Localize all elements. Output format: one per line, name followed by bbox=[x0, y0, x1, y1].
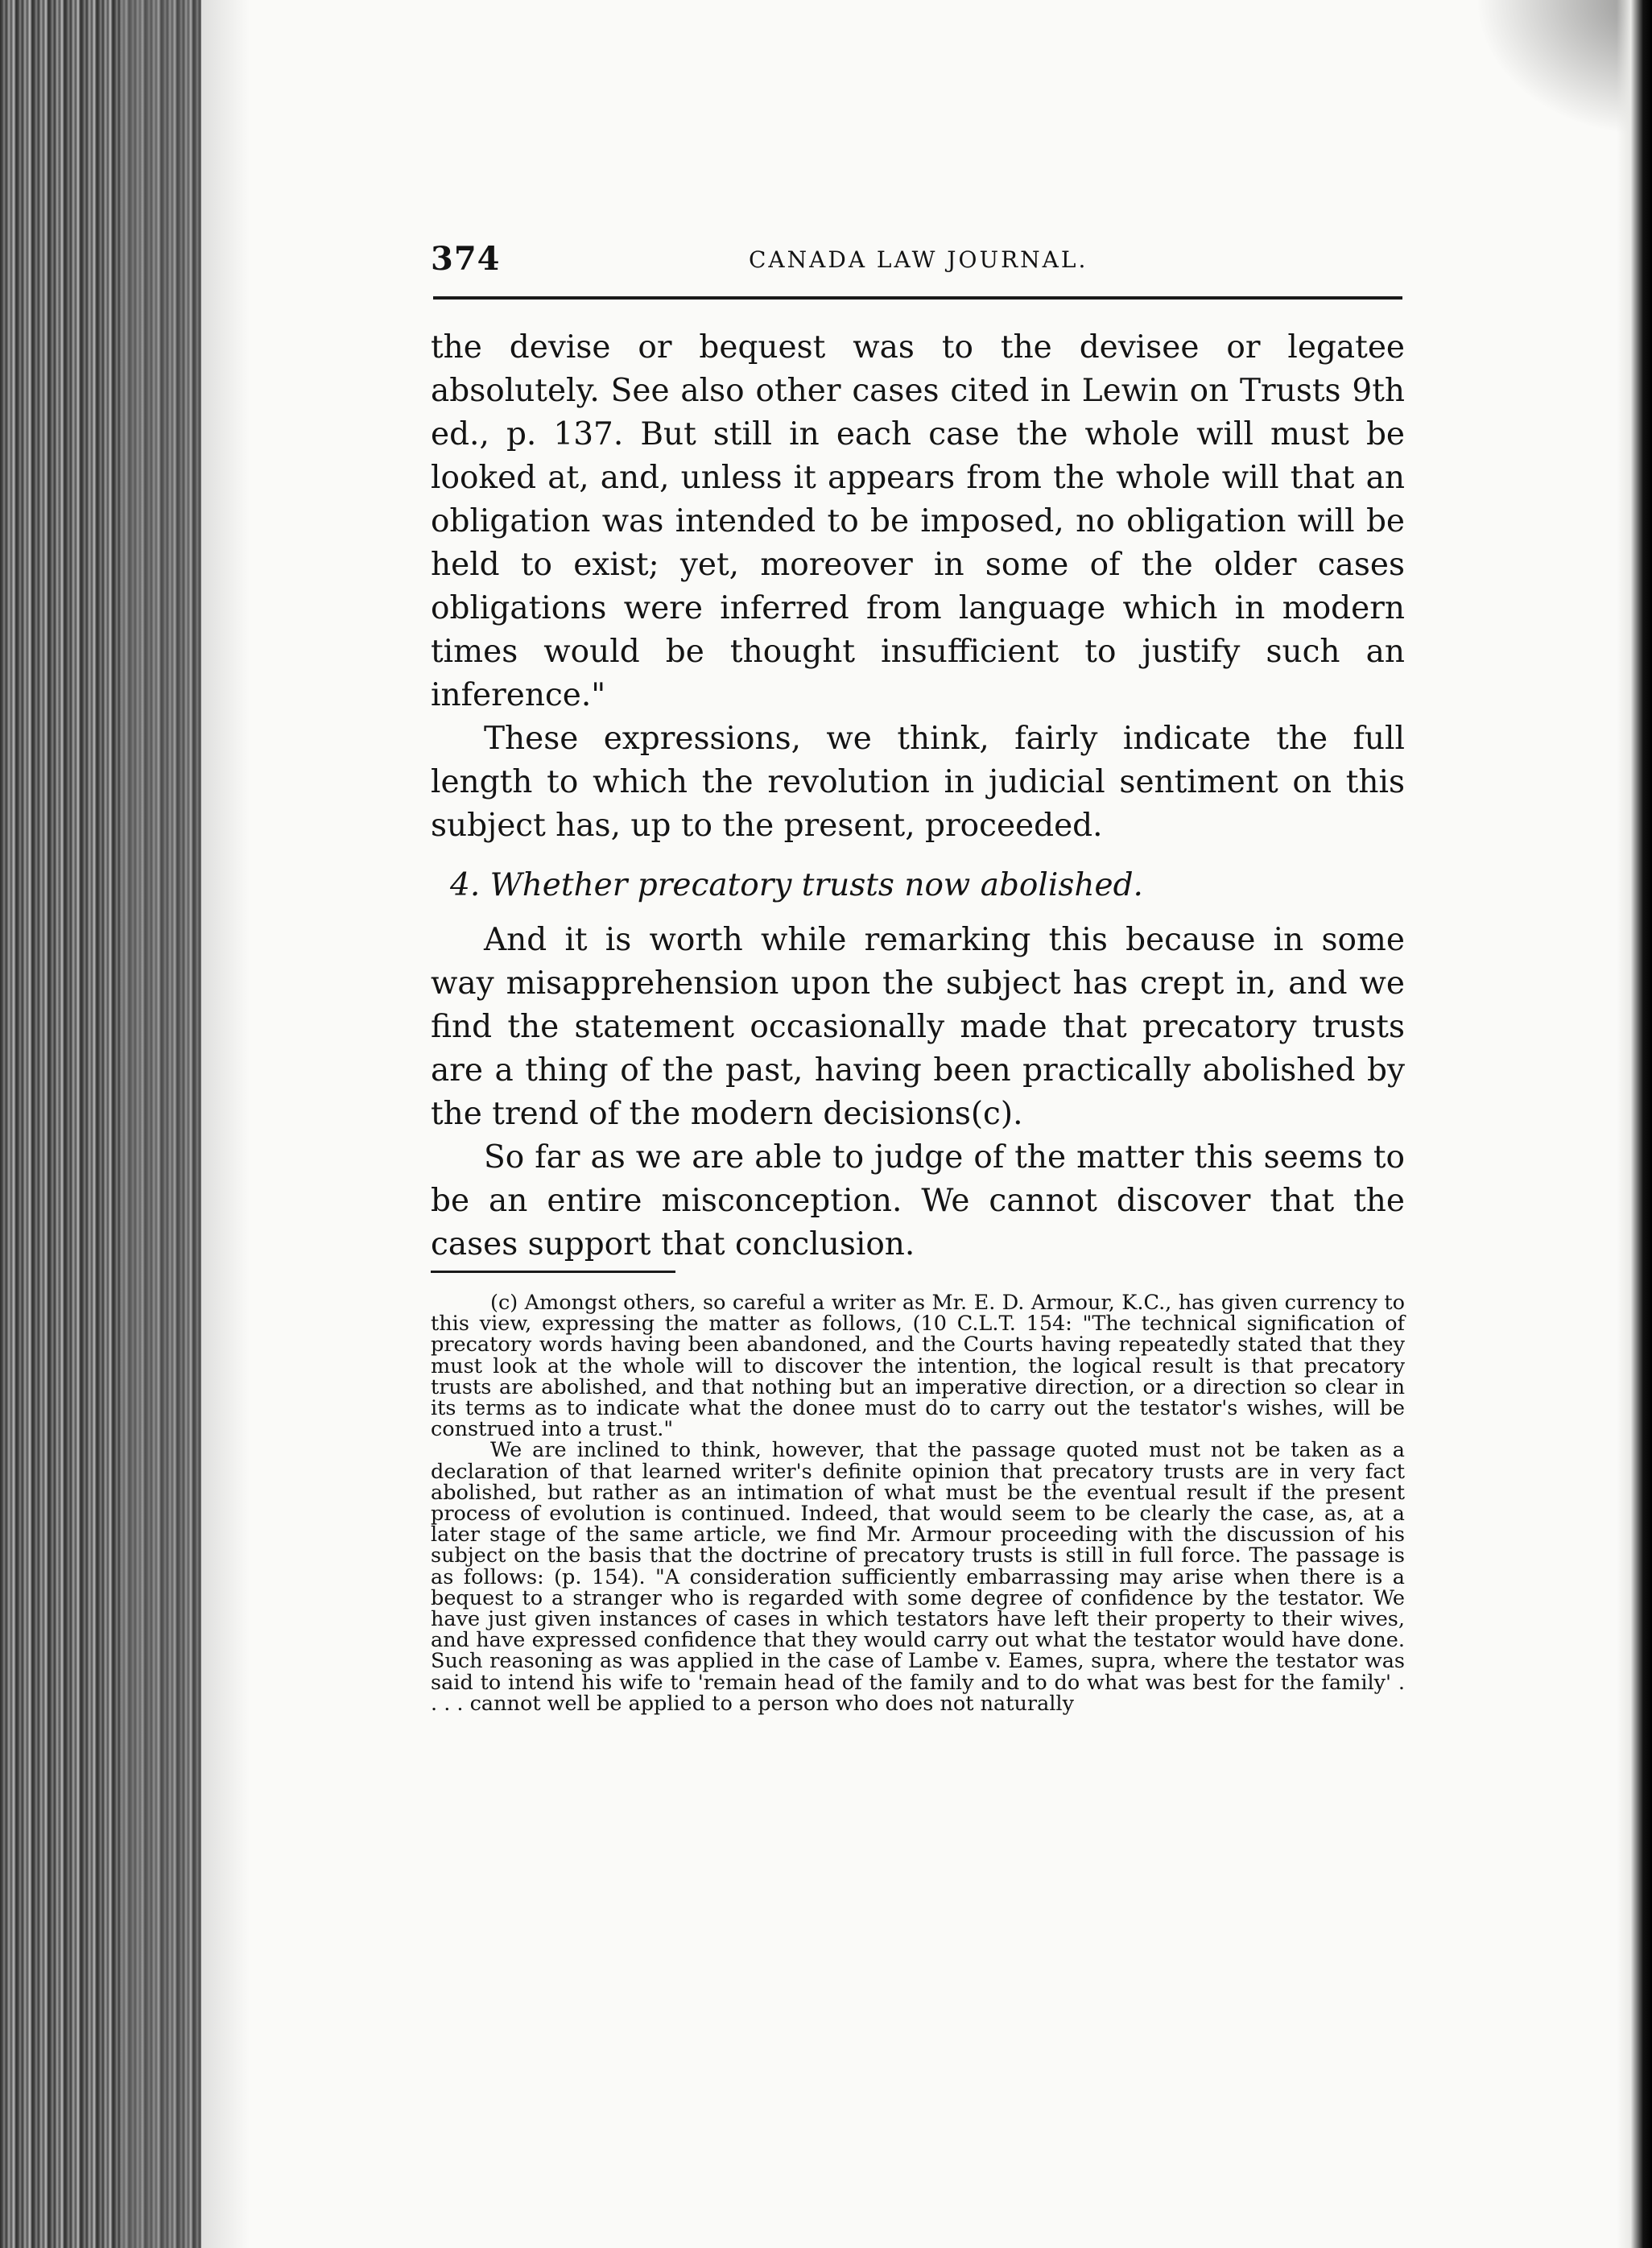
body-paragraph-2: These expressions, we think, fairly indicate the full length to which the revolution in judicial sentiment on this subject has, up to the present, proceeded. bbox=[431, 721, 1405, 844]
running-head: CANADA LAW JOURNAL. bbox=[749, 246, 1088, 273]
page-number: 374 bbox=[431, 240, 501, 278]
footnote bbox=[431, 1292, 1405, 1714]
page-right-edge bbox=[1617, 0, 1652, 2248]
page-header bbox=[431, 240, 1405, 288]
footnote-rule bbox=[431, 1271, 675, 1273]
gutter-fade bbox=[121, 0, 250, 2248]
body-paragraph-3: And it is worth while remarking this because in some way misapprehension upon the subject has crept in, and we find the statement occasionally made that precatory trusts are a thing of the past, having been practically abolished by the trend of the modern decisions(c). bbox=[431, 922, 1405, 1132]
body-paragraph-1: the devise or bequest was to the devisee or legatee absolutely. See also other cases cited in Lewin on Trusts 9th ed., p. 137. But still in each case the whole will must be looked at, and, unless it appears from the whole will that an obligation was intended to be imposed, no obligation will be held to exist; yet, moreover in some of the older cases obligations were inferred from language which in modern times would be thought insufficient to justify such an inference." bbox=[431, 329, 1405, 713]
header-rule bbox=[433, 296, 1402, 300]
body-text bbox=[431, 326, 1405, 1267]
footnote-paragraph-1: (c) Amongst others, so careful a writer as Mr. E. D. Armour, K.C., has given currency to this view, expressing the matter as follows, (10 C.L.T. 154: "The technical signification of precatory words having been abandoned, and the Courts having repeatedly stated that they must look at the whole will to discover the intention, the logical result is that precatory trusts are abolished, and that nothing but an imperative direction, or a direction so clear in its terms as to indicate what the donee must do to carry out the testator's wishes, will be construed into a trust." bbox=[431, 1291, 1405, 1442]
footnote-paragraph-2: We are inclined to think, however, that the passage quoted must not be taken as a declaration of that learned writer's definite opinion that precatory trusts are in very fact abolished, but rather as an intimation of what must be the eventual result if the present process of evolution is continued. Indeed, that would seem to be clearly the case, as, at a later stage of the same article, we find Mr. Armour proceeding with the discussion of his subject on the basis that the doctrine of precatory trusts is still in full force. The passage is as follows: (p. 154). "A consideration sufficiently embarrassing may arise when there is a bequest to a stranger who is regarded with some degree of confidence by the testator. We have just given instances of cases in which testators have left their property to their wives, and have expressed confidence that they would carry out what the testator would have done. Such reasoning as was applied in the case of Lambe v. Eames, supra, where the testator was said to intend his wife to 'remain head of the family and to do what was best for the family' . . . . cannot well be applied to a person who does not naturally bbox=[431, 1438, 1405, 1716]
body-paragraph-4: So far as we are able to judge of the matter this seems to be an entire misconception. We cannot discover that the cases support that conclusion. bbox=[431, 1139, 1405, 1262]
section-heading: 4. Whether precatory trusts now abolished. bbox=[450, 867, 1143, 903]
